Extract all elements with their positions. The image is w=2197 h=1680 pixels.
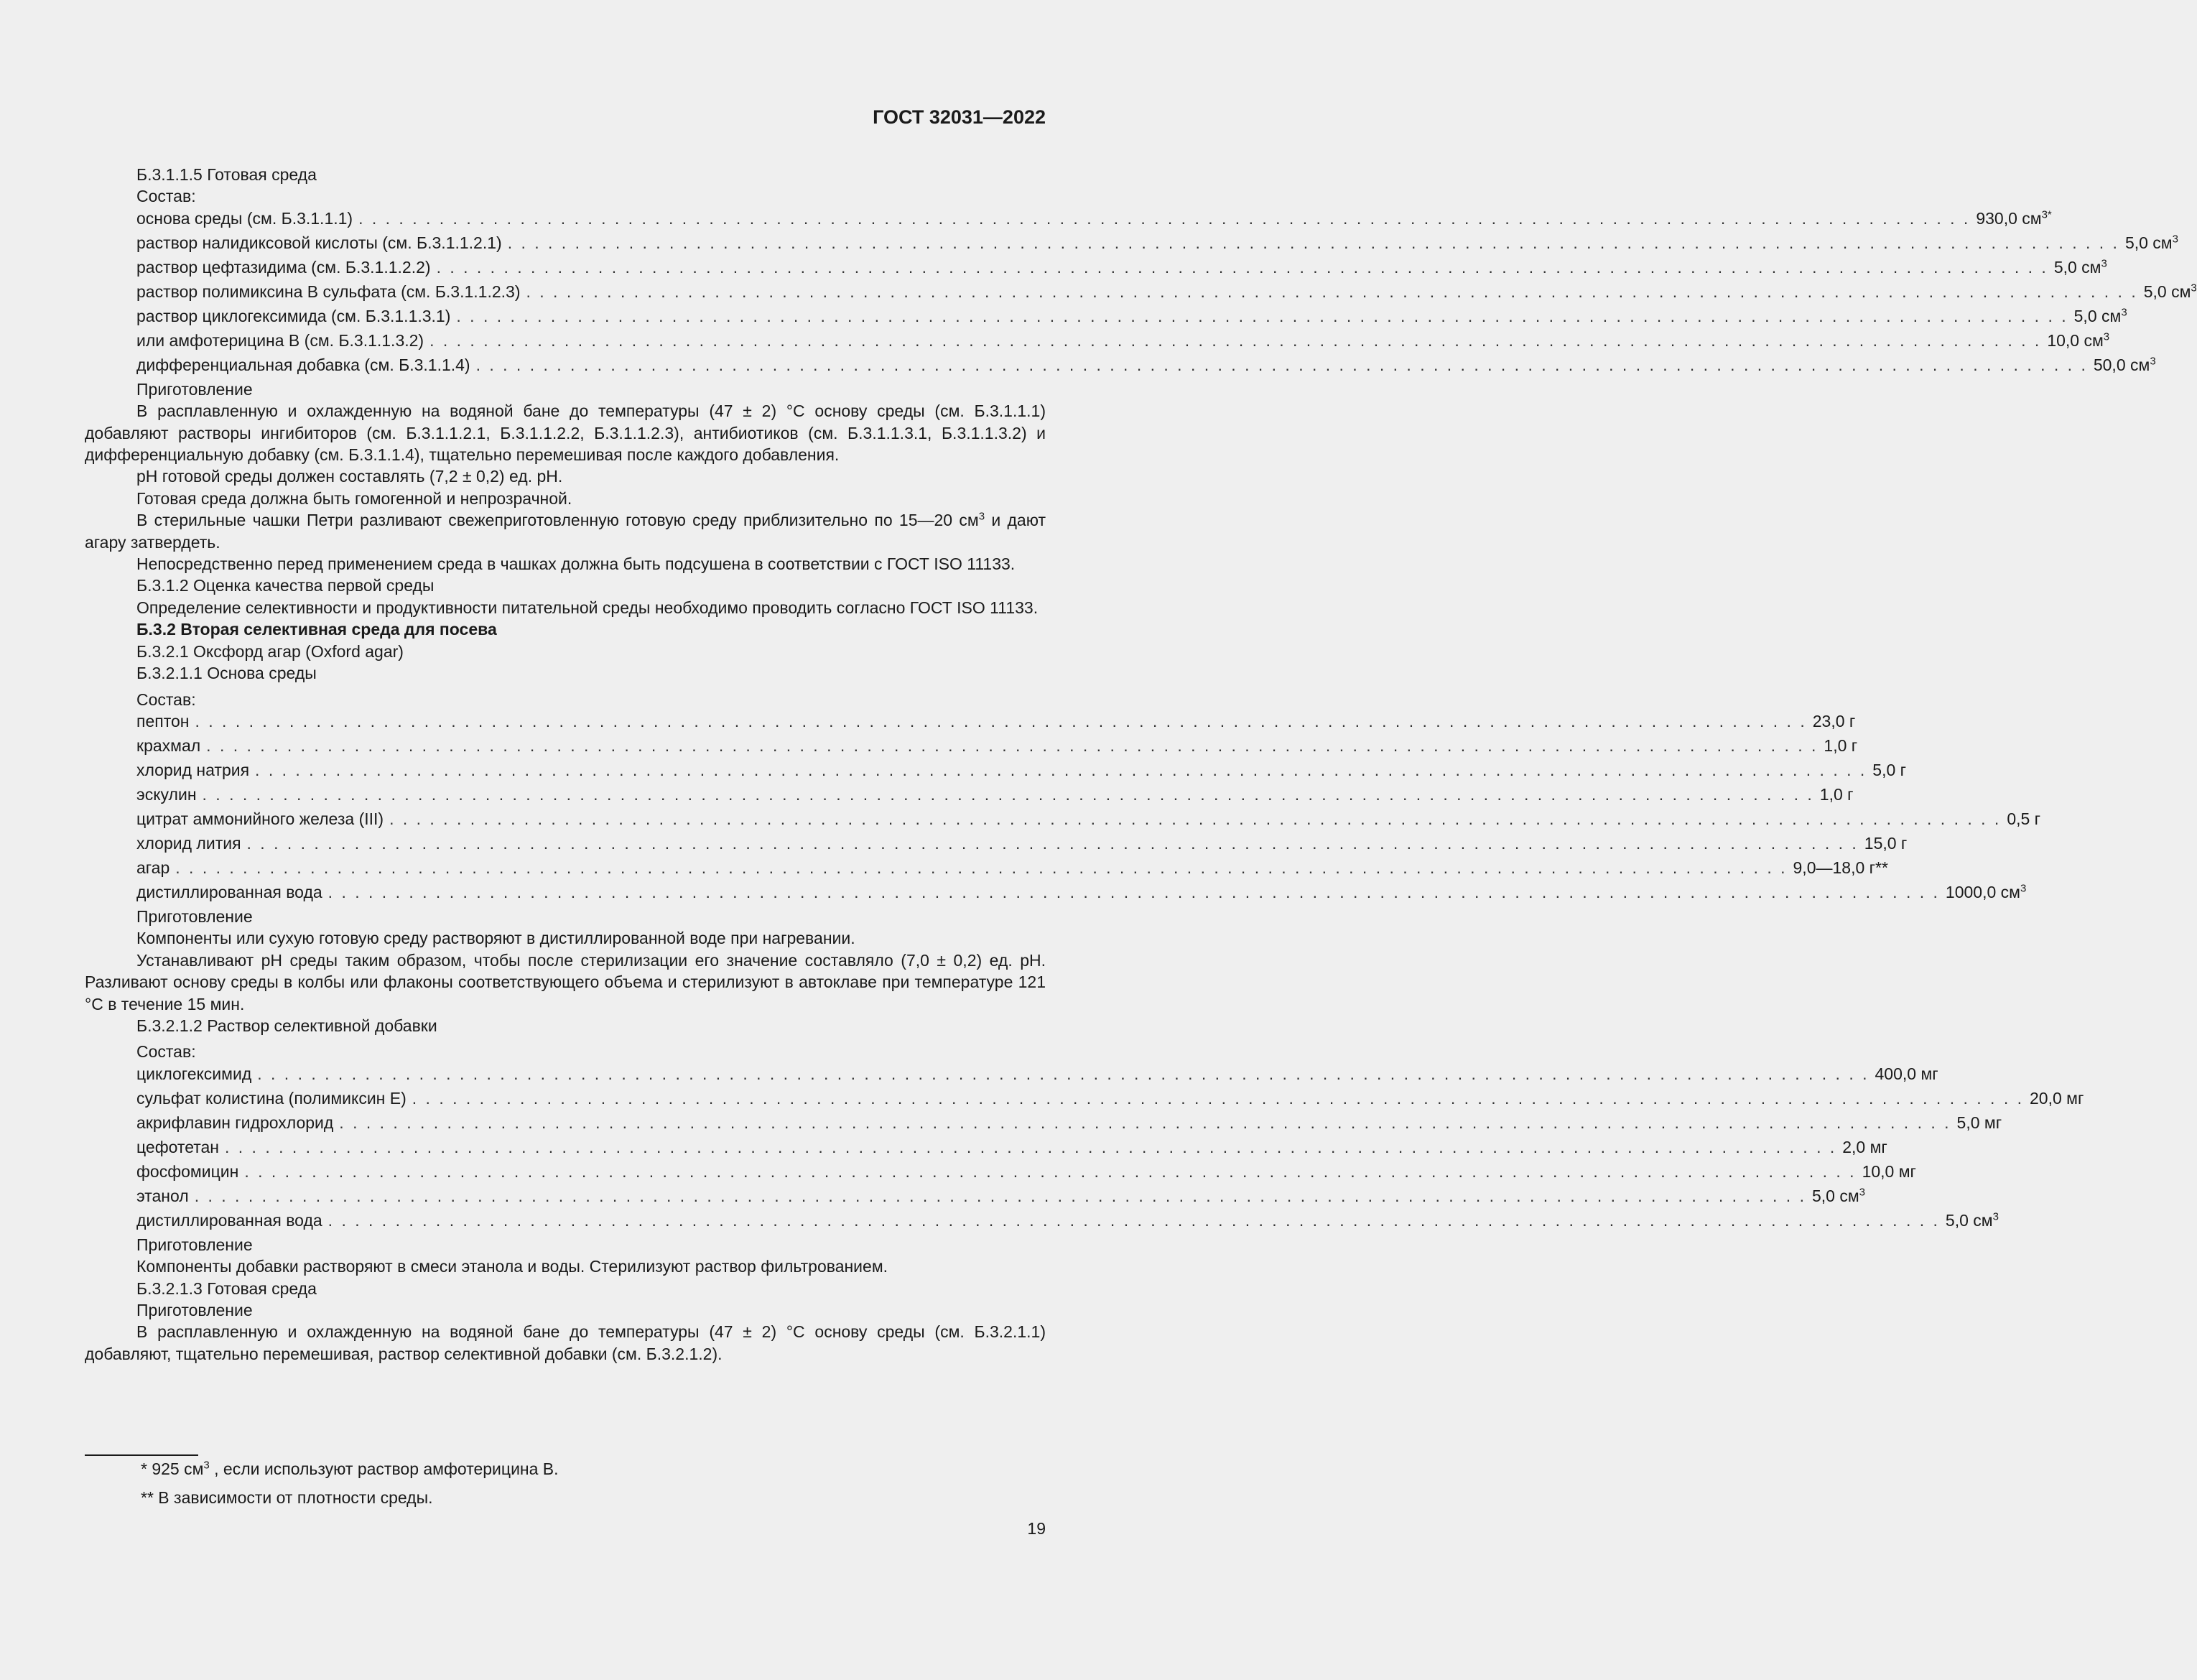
leader-dots: . . . . . . . . . . . . . . . . . . . . . . . . . . . . . . . . . . . . . . . . . . . . . . . . . . . . . . . . . . . . . . . . . . . . . . . . . . . . . . . . . . . . . . . . . . . . . . . . . . . . . . . . . . . . . . . . . . . . . . . . xyxy=(255,760,1867,779)
composition-item xyxy=(136,784,1854,808)
item-value: 5,0 $см^3$ xyxy=(1811,1186,1865,1205)
leader-dots: . . . . . . . . . . . . . . . . . . . . . . . . . . . . . . . . . . . . . . . . . . . . . . . . . . . . . . . . . . . . . . . . . . . . . . . . . . . . . . . . . . . . . . . . . . . . . . . . . . . . . . . . . . . . . . . . . . . . . . . . xyxy=(429,330,2042,350)
item-name: пептон xyxy=(136,711,190,730)
composition-item xyxy=(136,330,2110,354)
paragraph: Устанавливают pH среды таким образом, чтобы после стерилизации его значение составляло (7,0 ± 0,2) ед. pH. Разливают основу среды в колбы или флаконы соответствующего объема и стерилизуют в автоклаве при температуре 121 °С в течение 15 мин. xyxy=(85,950,1046,1013)
item-name: циклогексимид xyxy=(136,1064,252,1083)
item-value: 5,0 $см^3$ xyxy=(2053,257,2107,277)
item-name: дистиллированная вода xyxy=(136,1210,322,1230)
composition-item xyxy=(136,735,1858,759)
leader-dots: . . . . . . . . . . . . . . . . . . . . . . . . . . . . . . . . . . . . . . . . . . . . . . . . . . . . . . . . . . . . . . . . . . . . . . . . . . . . . . . . . . . . . . . . . . . . . . . . . . . . . . . . . . . . . . . . . . . . . . . . xyxy=(389,809,2002,828)
leader-dots: . . . . . . . . . . . . . . . . . . . . . . . . . . . . . . . . . . . . . . . . . . . . . . . . . . . . . . . . . . . . . . . . . . . . . . . . . . . . . . . . . . . . . . . . . . . . . . . . . . . . . . . . . . . . . . . . . . . . . . . . xyxy=(526,282,2138,301)
leader-dots: . . . . . . . . . . . . . . . . . . . . . . . . . . . . . . . . . . . . . . . . . . . . . . . . . . . . . . . . . . . . . . . . . . . . . . . . . . . . . . . . . . . . . . . . . . . . . . . . . . . . . . . . . . . . . . . . . . . . . . . . xyxy=(412,1088,2025,1108)
leader-dots: . . . . . . . . . . . . . . . . . . . . . . . . . . . . . . . . . . . . . . . . . . . . . . . . . . . . . . . . . . . . . . . . . . . . . . . . . . . . . . . . . . . . . . . . . . . . . . . . . . . . . . . . . . . . . . . . . . . . . . . . xyxy=(339,1113,1951,1132)
item-value: 5,0 мг xyxy=(1956,1113,2002,1132)
item-name: цитрат аммонийного железа (III) xyxy=(136,809,384,828)
footnote: ** В зависимости от плотности среды. xyxy=(141,1488,433,1507)
paragraph: В стерильные чашки Петри разливают свежеприготовленную готовую среду приблизительно по 15—20 $см^3$ и дают агару затвердеть. xyxy=(85,510,1046,552)
item-name: хлорид лития xyxy=(136,833,241,853)
item-name: дистиллированная вода xyxy=(136,882,322,901)
composition-item xyxy=(136,305,2127,330)
item-name: фосфомицин xyxy=(136,1161,239,1181)
item-name: раствор полимиксина В сульфата (см. Б.3.1.1.2.3) xyxy=(136,282,521,301)
leader-dots: . . . . . . . . . . . . . . . . . . . . . . . . . . . . . . . . . . . . . . . . . . . . . . . . . . . . . . . . . . . . . . . . . . . . . . . . . . . . . . . . . . . . . . . . . . . . . . . . . . . . . . . . . . . . . . . . . . . . . . . . xyxy=(507,233,2119,252)
composition-item xyxy=(136,759,1907,784)
item-name: раствор цефтазидима (см. Б.3.1.1.2.2) xyxy=(136,257,431,277)
preparation-label: Приготовление xyxy=(136,1235,253,1254)
item-value: 50,0 $см^3$ xyxy=(2093,355,2156,374)
leader-dots: . . . . . . . . . . . . . . . . . . . . . . . . . . . . . . . . . . . . . . . . . . . . . . . . . . . . . . . . . . . . . . . . . . . . . . . . . . . . . . . . . . . . . . . . . . . . . . . . . . . . . . . . . . . . . . . . . . . . . . . . xyxy=(206,735,1819,755)
item-value: 1,0 г xyxy=(1819,784,1854,804)
composition-item xyxy=(136,1185,1865,1210)
composition-item xyxy=(136,881,2027,906)
composition-label: Состав: xyxy=(136,690,196,709)
paragraph: В расплавленную и охлажденную на водяной бане до температуры (47 ± 2) °С основу среды (см. Б.3.2.1.1) добавляют, тщательно перемешивая, раствор селективной добавки (см. Б.3.2.1.2). xyxy=(85,1322,1046,1363)
item-name: сульфат колистина (полимиксин Е) xyxy=(136,1088,407,1108)
leader-dots: . . . . . . . . . . . . . . . . . . . . . . . . . . . . . . . . . . . . . . . . . . . . . . . . . . . . . . . . . . . . . . . . . . . . . . . . . . . . . . . . . . . . . . . . . . . . . . . . . . . . . . . . . . . . . . . . . . . . . . . . xyxy=(436,257,2048,277)
leader-dots: . . . . . . . . . . . . . . . . . . . . . . . . . . . . . . . . . . . . . . . . . . . . . . . . . . . . . . . . . . . . . . . . . . . . . . . . . . . . . . . . . . . . . . . . . . . . . . . . . . . . . . . . . . . . . . . . . . . . . . . . xyxy=(244,1161,1857,1181)
composition-item xyxy=(136,832,1908,857)
composition-item xyxy=(136,354,2156,379)
preparation-label: Приготовление xyxy=(136,1300,253,1319)
item-value: 15,0 г xyxy=(1864,833,1908,853)
paragraph: Непосредственно перед применением среда в чашках должна быть подсушена в соответствии с ГОСТ ISO 11133. xyxy=(136,554,1016,574)
composition-item xyxy=(136,256,2107,281)
composition-item xyxy=(136,857,1888,881)
item-name: акрифлавин гидрохлорид xyxy=(136,1113,334,1132)
composition-item xyxy=(136,1210,1999,1234)
leader-dots: . . . . . . . . . . . . . . . . . . . . . . . . . . . . . . . . . . . . . . . . . . . . . . . . . . . . . . . . . . . . . . . . . . . . . . . . . . . . . . . . . . . . . . . . . . . . . . . . . . . . . . . . . . . . . . . . . . . . . . . . xyxy=(456,306,2068,325)
item-value: 0,5 г xyxy=(2007,809,2041,828)
composition-item xyxy=(136,281,2197,305)
item-value: 5,0 $см^3$ xyxy=(2124,233,2178,252)
section-heading: Б.3.2 Вторая селективная среда для посева xyxy=(136,620,497,639)
paragraph: Компоненты добавки растворяют в смеси этанола и воды. Стерилизуют раствор фильтрованием. xyxy=(136,1257,888,1276)
leader-dots: . . . . . . . . . . . . . . . . . . . . . . . . . . . . . . . . . . . . . . . . . . . . . . . . . . . . . . . . . . . . . . . . . . . . . . . . . . . . . . . . . . . . . . . . . . . . . . . . . . . . . . . . . . . . . . . . . . . . . . . . xyxy=(358,208,1971,228)
composition-item xyxy=(136,808,2041,832)
section-title: Б.3.1.2 Оценка качества первой среды xyxy=(136,576,435,595)
item-value: 5,0 г xyxy=(1872,760,1907,779)
item-name: цефотетан xyxy=(136,1137,219,1156)
leader-dots: . . . . . . . . . . . . . . . . . . . . . . . . . . . . . . . . . . . . . . . . . . . . . . . . . . . . . . . . . . . . . . . . . . . . . . . . . . . . . . . . . . . . . . . . . . . . . . . . . . . . . . . . . . . . . . . . . . . . . . . . xyxy=(225,1137,1837,1156)
item-value: 9,0—18,0 г** xyxy=(1793,858,1888,877)
item-value: 2,0 мг xyxy=(1842,1137,1887,1156)
composition-item xyxy=(136,1161,1916,1185)
footnote: * 925 $см^3$ , если используют раствор амфотерицина В. xyxy=(141,1459,559,1478)
item-name: крахмал xyxy=(136,735,201,755)
item-value: 1000,0 $см^3$ xyxy=(1945,882,2027,901)
paragraph: Компоненты или сухую готовую среду растворяют в дистиллированной воде при нагревании. xyxy=(136,929,855,948)
standard-code: ГОСТ 32031—2022 xyxy=(873,106,1046,128)
item-value: 1,0 г xyxy=(1824,735,1858,755)
section-title: Б.3.2.1.3 Готовая среда xyxy=(136,1278,317,1298)
item-value: 10,0 $см^3$ xyxy=(2047,330,2110,350)
paragraph: В расплавленную и охлажденную на водяной бане до температуры (47 ± 2) °С основу среды (см. Б.3.1.1.1) добавляют растворы ингибиторов (см. Б.3.1.1.2.1, Б.3.1.1.2.2, Б.3.1.1.2.3), антибиотиков (см. Б.3.1.1.3.1, Б.3.1.1.3.2) и дифференциальную добавку (см. Б.3.1.1.4), тщательно перемешивая после каждого добавления. xyxy=(85,402,1046,465)
item-name: основа среды (см. Б.3.1.1.1) xyxy=(136,208,353,228)
section-title: Б.3.2.1.1 Основа среды xyxy=(136,664,317,683)
item-value: 5,0 $см^3$ xyxy=(2073,306,2127,325)
leader-dots: . . . . . . . . . . . . . . . . . . . . . . . . . . . . . . . . . . . . . . . . . . . . . . . . . . . . . . . . . . . . . . . . . . . . . . . . . . . . . . . . . . . . . . . . . . . . . . . . . . . . . . . . . . . . . . . . . . . . . . . . xyxy=(175,858,1788,877)
composition-item xyxy=(136,1087,2084,1112)
item-name: этанол xyxy=(136,1186,189,1205)
item-value: 400,0 мг xyxy=(1875,1064,1938,1083)
composition-list xyxy=(85,1063,2084,1234)
page-number: 19 xyxy=(1027,1519,1046,1538)
item-name: хлорид натрия xyxy=(136,760,250,779)
item-value: 5,0 $см^3$ xyxy=(1945,1210,1999,1230)
paragraph: Определение селективности и продуктивности питательной среды необходимо проводить согласно ГОСТ ISO 11133. xyxy=(136,598,1039,617)
section-title: Б.3.2.1.2 Раствор селективной добавки xyxy=(136,1016,437,1035)
leader-dots: . . . . . . . . . . . . . . . . . . . . . . . . . . . . . . . . . . . . . . . . . . . . . . . . . . . . . . . . . . . . . . . . . . . . . . . . . . . . . . . . . . . . . . . . . . . . . . . . . . . . . . . . . . . . . . . . . . . . . . . . xyxy=(475,355,2088,374)
item-value: 10,0 мг xyxy=(1862,1161,1916,1181)
leader-dots: . . . . . . . . . . . . . . . . . . . . . . . . . . . . . . . . . . . . . . . . . . . . . . . . . . . . . . . . . . . . . . . . . . . . . . . . . . . . . . . . . . . . . . . . . . . . . . . . . . . . . . . . . . . . . . . . . . . . . . . . xyxy=(257,1064,1869,1083)
composition-list xyxy=(85,208,2197,379)
composition-item xyxy=(136,1063,1938,1087)
item-name: раствор циклогексимида (см. Б.3.1.1.3.1) xyxy=(136,306,451,325)
composition-item xyxy=(136,1136,1887,1161)
composition-item xyxy=(136,1112,2002,1136)
item-name: или амфотерицина В (см. Б.3.1.1.3.2) xyxy=(136,330,424,350)
leader-dots: . . . . . . . . . . . . . . . . . . . . . . . . . . . . . . . . . . . . . . . . . . . . . . . . . . . . . . . . . . . . . . . . . . . . . . . . . . . . . . . . . . . . . . . . . . . . . . . . . . . . . . . . . . . . . . . . . . . . . . . . xyxy=(328,882,1940,901)
item-value: 930,0 $см^{3*}$ xyxy=(1976,208,2052,228)
footnote-separator xyxy=(85,1454,198,1456)
item-name: эскулин xyxy=(136,784,197,804)
composition-item xyxy=(136,208,2052,232)
page-content xyxy=(85,164,2197,1365)
section-title: Б.3.1.1.5 Готовая среда xyxy=(136,165,317,184)
item-name: агар xyxy=(136,858,170,877)
preparation-label: Приготовление xyxy=(136,906,253,926)
paragraph: Готовая среда должна быть гомогенной и непрозрачной. xyxy=(136,488,572,508)
item-name: дифференциальная добавка (см. Б.3.1.1.4) xyxy=(136,355,470,374)
composition-item xyxy=(136,232,2178,256)
item-value: 5,0 $см^3$ xyxy=(2143,282,2197,301)
preparation-label: Приготовление xyxy=(136,379,253,399)
item-name: раствор налидиксовой кислоты (см. Б.3.1.1.2.1) xyxy=(136,233,502,252)
composition-label: Состав: xyxy=(136,187,196,206)
item-value: 23,0 г xyxy=(1812,711,1856,730)
leader-dots: . . . . . . . . . . . . . . . . . . . . . . . . . . . . . . . . . . . . . . . . . . . . . . . . . . . . . . . . . . . . . . . . . . . . . . . . . . . . . . . . . . . . . . . . . . . . . . . . . . . . . . . . . . . . . . . . . . . . . . . . xyxy=(328,1210,1940,1230)
leader-dots: . . . . . . . . . . . . . . . . . . . . . . . . . . . . . . . . . . . . . . . . . . . . . . . . . . . . . . . . . . . . . . . . . . . . . . . . . . . . . . . . . . . . . . . . . . . . . . . . . . . . . . . . . . . . . . . . . . . . . . . . xyxy=(195,711,1807,730)
leader-dots: . . . . . . . . . . . . . . . . . . . . . . . . . . . . . . . . . . . . . . . . . . . . . . . . . . . . . . . . . . . . . . . . . . . . . . . . . . . . . . . . . . . . . . . . . . . . . . . . . . . . . . . . . . . . . . . . . . . . . . . . xyxy=(246,833,1859,853)
composition-label: Состав: xyxy=(136,1042,196,1062)
leader-dots: . . . . . . . . . . . . . . . . . . . . . . . . . . . . . . . . . . . . . . . . . . . . . . . . . . . . . . . . . . . . . . . . . . . . . . . . . . . . . . . . . . . . . . . . . . . . . . . . . . . . . . . . . . . . . . . . . . . . . . . . xyxy=(194,1186,1806,1205)
paragraph: pH готовой среды должен составлять (7,2 ± 0,2) ед. pH. xyxy=(136,467,563,486)
composition-list xyxy=(85,710,2041,906)
section-title: Б.3.2.1 Оксфорд агар (Oxford agar) xyxy=(136,641,404,661)
leader-dots: . . . . . . . . . . . . . . . . . . . . . . . . . . . . . . . . . . . . . . . . . . . . . . . . . . . . . . . . . . . . . . . . . . . . . . . . . . . . . . . . . . . . . . . . . . . . . . . . . . . . . . . . . . . . . . . . . . . . . . . . xyxy=(202,784,1814,804)
item-value: 20,0 мг xyxy=(2030,1088,2084,1108)
composition-item xyxy=(136,710,1856,735)
